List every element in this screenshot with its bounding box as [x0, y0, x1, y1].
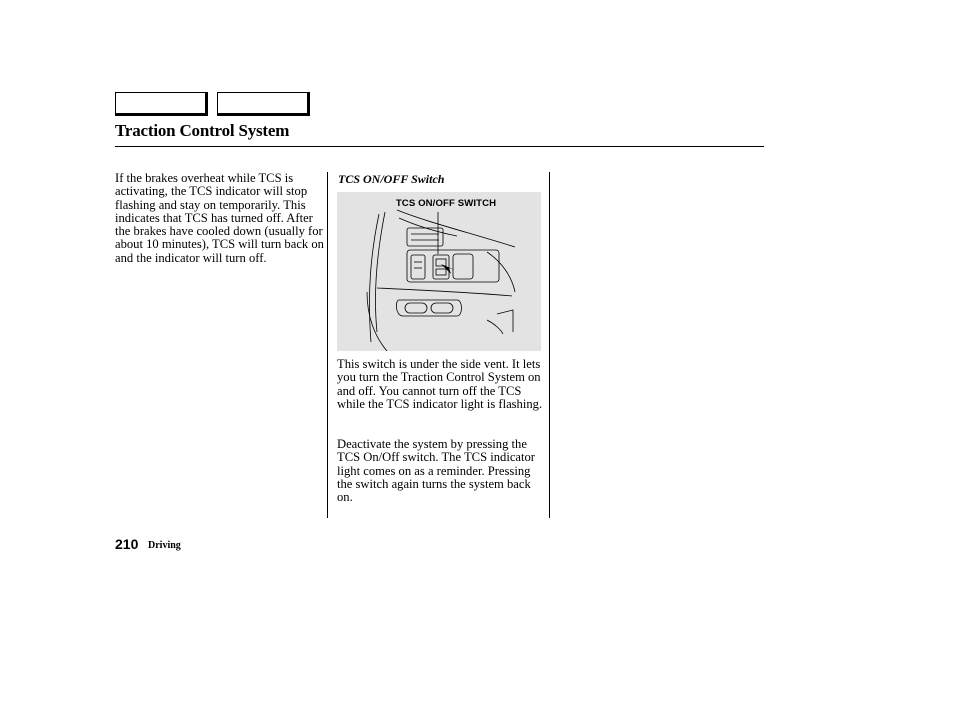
nav-tab-next[interactable]: [217, 92, 310, 116]
left-column-text: [115, 172, 325, 265]
tcs-switch-illustration: [337, 192, 541, 351]
title-divider: [115, 146, 764, 147]
column-divider-left: [327, 172, 328, 518]
figure-caption: TCS ON/OFF Switch: [338, 172, 445, 186]
switch-location-text: This switch is under the side vent. It lets you turn the Traction Control System on and off. You cannot turn off the TCS while the TCS indicator light is flashing.: [337, 357, 543, 411]
nav-tab-previous[interactable]: [115, 92, 208, 116]
deactivate-instructions-text: Deactivate the system by pressing the TCS On/Off switch. The TCS indicator light comes on as a reminder. Pressing the switch again turns the system back on.: [337, 437, 535, 505]
middle-paragraph-2: [337, 438, 543, 504]
dashboard-drawing: [337, 192, 541, 351]
section-label: Driving: [148, 540, 181, 551]
page-number: 210: [115, 536, 139, 552]
figure-label: TCS ON/OFF SWITCH: [395, 198, 497, 209]
left-paragraph: If the brakes overheat while TCS is activating, the TCS indicator will stop flashing and stay on temporarily. This indicates that TCS has turned off. After the brakes have cooled down (usually for about 10 minutes), TCS will turn back on and the indicator will turn off.: [115, 171, 324, 265]
column-divider-right: [549, 172, 550, 518]
page-title: Traction Control System: [115, 121, 290, 140]
middle-paragraph-1: [337, 358, 543, 411]
